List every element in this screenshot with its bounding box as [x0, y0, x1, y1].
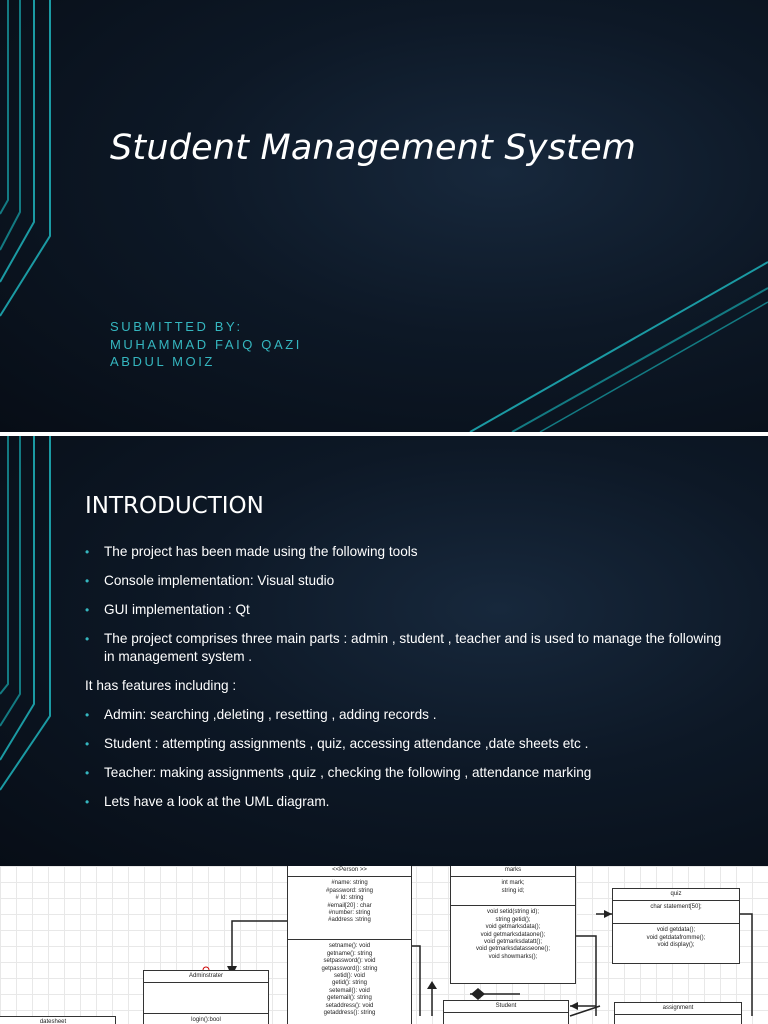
- uml-method: void getdata();: [656, 927, 696, 934]
- uml-attr: #number: string: [328, 910, 371, 917]
- uml-class-adminstrater: [143, 970, 269, 1024]
- uml-method: void getmarksdataone();: [480, 931, 546, 938]
- uml-method: setemail(): void: [329, 987, 370, 994]
- uml-method: void showmarks();: [488, 953, 538, 960]
- uml-methods: [144, 1014, 268, 1024]
- uml-diagram: [0, 866, 768, 1024]
- uml-attributes: [613, 901, 739, 924]
- bullet-item: • Teacher: making assignments ,quiz , checking the following , attendance marking: [85, 764, 725, 782]
- bullet-item: • Console implementation: Visual studio: [85, 572, 725, 590]
- author-2: ABDUL MOIZ: [110, 354, 215, 369]
- uml-attributes: [288, 877, 411, 940]
- submitted-by-label: SUBMITTED BY:: [110, 319, 243, 334]
- uml-attr: #address :string: [328, 917, 371, 924]
- uml-class-student: [443, 1000, 569, 1024]
- uml-attr: int mark;: [501, 880, 525, 887]
- uml-method: setid(): void: [333, 973, 365, 980]
- uml-class-header: Adminstrater: [144, 971, 268, 983]
- uml-class-person: [287, 866, 412, 1024]
- uml-method: void getmarksdatatt();: [483, 939, 543, 946]
- uml-method: void getdatafromme();: [646, 934, 706, 941]
- uml-methods: [451, 906, 575, 964]
- uml-class-quiz: [612, 888, 740, 964]
- uml-method: void getmarksdatasseone();: [475, 946, 551, 953]
- uml-attr: char statement[50];: [650, 904, 702, 911]
- uml-attr: # Id: string: [335, 895, 364, 902]
- section-heading: INTRODUCTION: [85, 493, 264, 519]
- uml-method: setpassword(): void: [323, 958, 376, 965]
- uml-class-marks: [450, 866, 576, 984]
- uml-class-header: datesheet: [0, 1017, 115, 1024]
- uml-attributes: [144, 983, 268, 1014]
- uml-method: login():bool: [191, 1017, 221, 1024]
- uml-method: void setid(string id);: [486, 909, 540, 916]
- uml-method: string getid();: [495, 916, 531, 923]
- uml-class-header: Student: [444, 1001, 568, 1013]
- uml-method: void display();: [657, 942, 695, 949]
- uml-method: getname(): string: [326, 950, 373, 957]
- uml-methods: [613, 924, 739, 952]
- uml-class-datesheet: [0, 1016, 116, 1024]
- uml-attr: #email[20] : char: [327, 902, 372, 909]
- bullet-item: • GUI implementation : Qt: [85, 601, 725, 619]
- bullet-item: • Admin: searching ,deleting , resetting , adding records .: [85, 706, 725, 724]
- author-1: MUHAMMAD FAIQ QAZI: [110, 336, 302, 352]
- uml-attributes: [451, 877, 575, 906]
- submitted-by-block: [110, 318, 302, 371]
- uml-class-header: quiz: [613, 889, 739, 901]
- features-label: It has features including :: [85, 678, 237, 693]
- title-slide: [0, 0, 768, 432]
- bullet-item: • Lets have a look at the UML diagram.: [85, 793, 725, 811]
- bullet-item: • The project comprises three main parts : admin , student , teacher and is used to manage the following in management system .: [85, 630, 725, 666]
- uml-attr: #name: string: [331, 880, 368, 887]
- uml-methods: [288, 940, 411, 1020]
- uml-method: getaddress(): string: [323, 1010, 376, 1017]
- uml-attr: #password: string: [325, 887, 374, 894]
- bullet-item: • The project has been made using the following tools: [85, 543, 725, 561]
- uml-method: setaddress(): void: [325, 1002, 374, 1009]
- uml-method: setname(): void: [328, 943, 371, 950]
- uml-method: getemail(): string: [327, 995, 372, 1002]
- uml-method: getpassword(): string: [321, 965, 378, 972]
- uml-class-header: assignment: [615, 1003, 741, 1015]
- uml-class-header: <<Person >>: [288, 866, 411, 877]
- bullet-list: [85, 543, 725, 822]
- uml-class-assignment: [614, 1002, 742, 1024]
- uml-class-header: marks: [451, 866, 575, 877]
- slide-title: Student Management System: [110, 128, 637, 168]
- uml-method: void getmarksdata();: [485, 924, 541, 931]
- uml-method: getid(): string: [331, 980, 367, 987]
- uml-attr: string id;: [501, 887, 525, 894]
- bullet-item: • Student : attempting assignments , quiz, accessing attendance ,date sheets etc .: [85, 735, 725, 753]
